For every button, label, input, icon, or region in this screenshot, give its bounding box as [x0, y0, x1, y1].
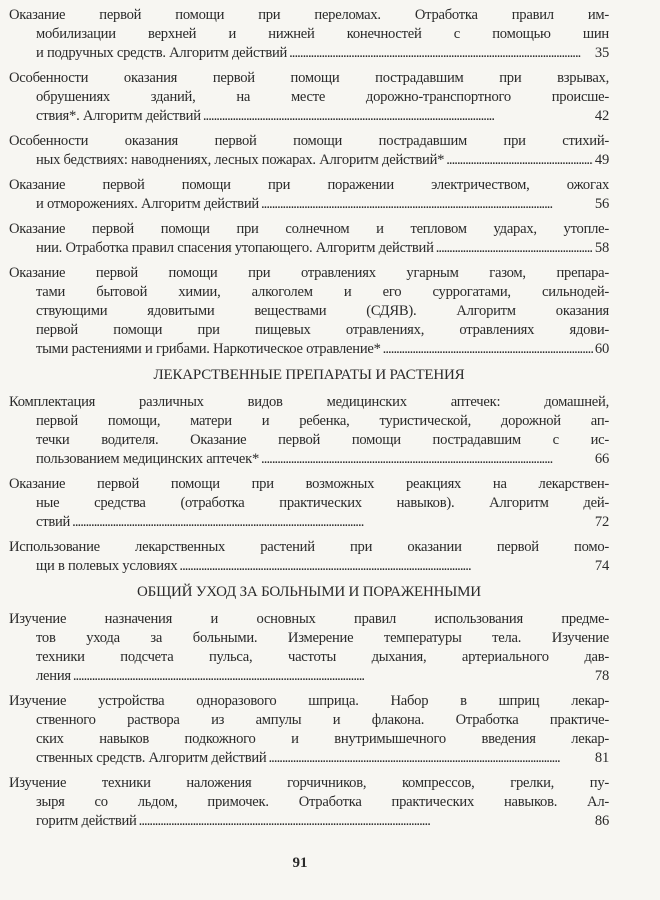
toc-entry	[9, 176, 609, 214]
toc-entry	[9, 6, 609, 63]
toc-entry-line	[9, 151, 609, 170]
dot-leader	[72, 513, 593, 532]
toc-page-number: 60	[594, 341, 609, 357]
toc-entry-line	[9, 557, 609, 576]
toc-entry-line	[9, 44, 609, 63]
toc-entry-text: и отморожениях. Алгоритм действий	[36, 196, 259, 212]
toc-page-number: 56	[594, 196, 609, 212]
toc-entry	[9, 774, 609, 831]
toc-page-number: 74	[594, 558, 609, 574]
toc-entry	[9, 475, 609, 532]
dot-leader	[289, 44, 593, 63]
toc-entry-text: нии. Отработка правил спасения утопающего. Алгоритм действий	[36, 240, 434, 256]
toc-entry-line	[9, 107, 609, 126]
toc-entry-line	[9, 513, 609, 532]
toc-entry-line: Комплектация различных видов медицинских аптечек: домашней,	[9, 394, 609, 410]
dot-leader	[139, 812, 593, 831]
toc-entry-line: Оказание первой помощи при возможных реакциях на лекарствен-	[9, 476, 609, 492]
toc-entry-line: Изучение устройства одноразового шприца. Набор в шприц лекар-	[9, 693, 609, 709]
dot-leader	[436, 239, 593, 258]
toc-entry-line: ные средства (отработка практических навыков). Алгоритм дей-	[36, 495, 609, 511]
toc-page-number: 81	[594, 750, 609, 766]
toc-entry-line	[9, 749, 609, 768]
toc-page-number: 86	[594, 813, 609, 829]
toc-entry-line: ствующими ядовитыми веществами (СДЯВ). Алгоритм оказания	[36, 303, 609, 319]
table-of-contents	[9, 6, 609, 837]
toc-entry-line: обрушениях зданий, на месте дорожно-транспортного происше-	[36, 89, 609, 105]
toc-entry-text: горитм действий	[36, 813, 137, 829]
toc-entry-line: Особенности оказания первой помощи пострадавшим при взрывах,	[9, 70, 609, 86]
toc-entry-line: Оказание первой помощи при отравлениях угарным газом, препара-	[9, 265, 609, 281]
toc-entry	[9, 220, 609, 258]
dot-leader	[73, 667, 593, 686]
toc-entry-line: первой помощи, матери и ребенка, туристической, дорожной ап-	[36, 413, 609, 429]
toc-entry-line: Особенности оказания первой помощи пострадавшим при стихий-	[9, 133, 609, 149]
toc-entry-text: пользованием медицинских аптечек*	[36, 451, 260, 467]
toc-entry-line: Оказание первой помощи при переломах. Отработка правил им-	[9, 7, 609, 23]
toc-entry-text: и подручных средств. Алгоритм действий	[36, 45, 288, 61]
toc-entry-line: ских навыков подкожного и внутримышечного введения лекар-	[36, 731, 609, 747]
toc-entry-line: ственного раствора из ампулы и флакона. Отработка практиче-	[36, 712, 609, 728]
toc-entry-line	[9, 239, 609, 258]
dot-leader	[383, 340, 593, 359]
toc-entry	[9, 132, 609, 170]
toc-entry	[9, 393, 609, 469]
dot-leader	[261, 195, 593, 214]
dot-leader	[268, 749, 592, 768]
toc-entry-line: Оказание первой помощи при поражении электричеством, ожогах	[9, 177, 609, 193]
toc-page-number: 35	[594, 45, 609, 61]
toc-entry-text: ственных средств. Алгоритм действий	[36, 750, 267, 766]
toc-entry-line: техники подсчета пульса, частоты дыхания, артериального дав-	[36, 649, 609, 665]
toc-entry-text: ствий	[36, 514, 71, 530]
toc-page-number: 49	[594, 152, 609, 168]
toc-entry-line: Изучение назначения и основных правил использования предме-	[9, 611, 609, 627]
toc-entry-text: щи в полевых условиях	[36, 558, 178, 574]
toc-page-number: 66	[594, 451, 609, 467]
toc-entry-line: зыря со льдом, примочек. Отработка практических навыков. Ал-	[36, 794, 609, 810]
toc-entry-line: течки водителя. Оказание первой помощи пострадавшим с ис-	[36, 432, 609, 448]
toc-page-number: 58	[594, 240, 609, 256]
toc-entry	[9, 264, 609, 359]
toc-entry	[9, 692, 609, 768]
toc-entry-line	[9, 667, 609, 686]
toc-entry-text: ления	[36, 668, 71, 684]
toc-entry-line: Использование лекарственных растений при оказании первой помо-	[9, 539, 609, 555]
dot-leader	[203, 107, 593, 126]
toc-entry	[9, 69, 609, 126]
dot-leader	[446, 151, 593, 170]
toc-entry	[9, 610, 609, 686]
toc-entry-line: мобилизации верхней и нижней конечностей с помощью шин	[36, 26, 609, 42]
toc-entry-line: тов ухода за больными. Измерение температуры тела. Изучение	[36, 630, 609, 646]
toc-page-number: 42	[594, 108, 609, 124]
dot-leader	[261, 450, 593, 469]
toc-entry	[9, 538, 609, 576]
toc-entry-line: первой помощи при пищевых отравлениях, отравлениях ядови-	[36, 322, 609, 338]
toc-page-number: 78	[594, 668, 609, 684]
toc-entry-text: тыми растениями и грибами. Наркотическое отравление*	[36, 341, 381, 357]
toc-entry-line	[9, 340, 609, 359]
toc-entry-line	[9, 812, 609, 831]
section-heading: ЛЕКАРСТВЕННЫЕ ПРЕПАРАТЫ И РАСТЕНИЯ	[153, 367, 465, 383]
section-heading: ОБЩИЙ УХОД ЗА БОЛЬНЫМИ И ПОРАЖЕННЫМИ	[137, 584, 481, 600]
toc-entry-line	[9, 195, 609, 214]
page-number: 91	[292, 855, 308, 871]
toc-page-number: 72	[594, 514, 609, 530]
toc-entry-line: Оказание первой помощи при солнечном и тепловом ударах, утопле-	[9, 221, 609, 237]
dot-leader	[179, 557, 593, 576]
toc-entry-line: тами бытовой химии, алкоголем и его суррогатами, сильнодей-	[36, 284, 609, 300]
toc-entry-line: Изучение техники наложения горчичников, компрессов, грелки, пу-	[9, 775, 609, 791]
toc-entry-line	[9, 450, 609, 469]
toc-entry-text: ствия*. Алгоритм действий	[36, 108, 201, 124]
toc-entry-text: ных бедствиях: наводнениях, лесных пожарах. Алгоритм действий*	[36, 152, 445, 168]
